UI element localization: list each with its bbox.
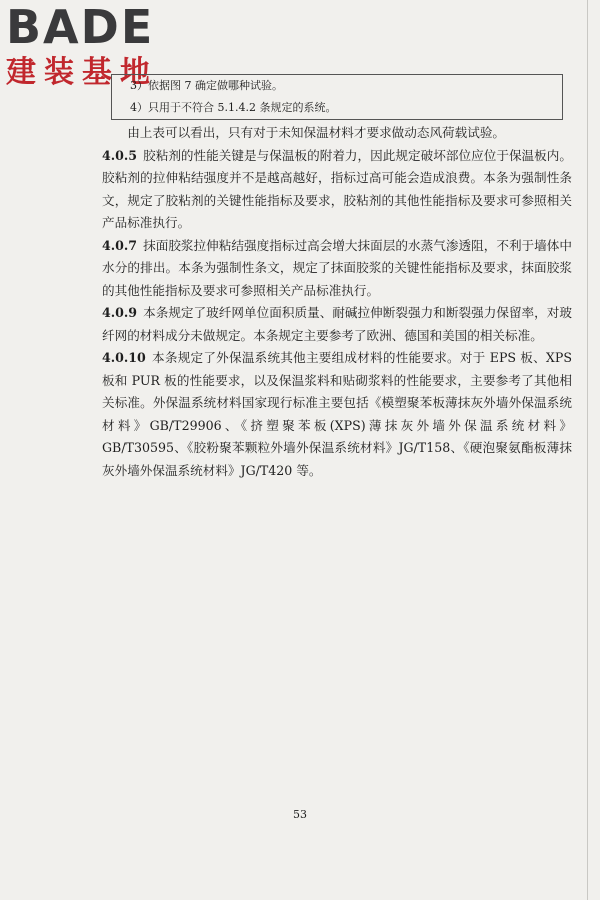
clause-text: 抹面胶浆拉伸粘结强度指标过高会增大抹面层的水蒸气渗透阻，不利于墙体中水分的排出。本条为强制性条文，规定了抹面胶浆的关键性能指标及要求，抹面胶浆的其他性能指标及要求可参照相关产品标准执行。: [102, 237, 572, 298]
clause-text: 本条规定了外保温系统其他主要组成材料的性能要求。对于 EPS 板、XPS 板和 PUR 板的性能要求，以及保温浆料和贴砌浆料的性能要求，主要参考了其他相关标准。外保温系统材料国家现行标准主要包括《模塑聚苯板薄抹灰外墙外保温系统材料》GB/T29906、《挤塑聚苯板(XPS)薄抹灰外墙外保温系统材料》GB/T30595、《胶粉聚苯颗粒外墙外保温系统材料》JG/T158、《硬泡聚氨酯板薄抹灰外墙外保温系统材料》JG/T420 等。: [102, 350, 572, 478]
clause-paragraph: [102, 145, 572, 235]
logo-text-cn: 建装基地: [6, 55, 158, 90]
clause-number: 4.0.5: [102, 147, 138, 163]
intro-paragraph: 由上表可以看出，只有对于未知保温材料才要求做动态风荷载试验。: [127, 125, 505, 140]
table-note-row: 3）依据图 7 确定做哪种试验。: [130, 79, 283, 92]
clause-text: 胶粘剂的性能关键是与保温板的附着力，因此规定破坏部位应位于保温板内。胶粘剂的拉伸粘结强度并不是越高越好，指标过高可能会造成浪费。本条为强制性条文，规定了胶粘剂的关键性能指标及要求，胶粘剂的其他性能指标及要求可参照相关产品标准执行。: [102, 147, 572, 230]
clause-text: 本条规定了玻纤网单位面积质量、耐碱拉伸断裂强力和断裂强力保留率，对玻纤网的材料成分未做规定。本条规定主要参考了欧洲、德国和美国的相关标准。: [102, 305, 572, 343]
clause-paragraph: [102, 235, 572, 303]
binding-edge: [587, 0, 588, 900]
page-number: 53: [293, 808, 307, 821]
table-footnote-box: [111, 74, 563, 120]
body-text: [102, 122, 572, 482]
clause-paragraph: [102, 347, 572, 482]
table-note-row: 4）只用于不符合 5.1.4.2 条规定的系统。: [130, 101, 337, 114]
clause-paragraph: [102, 302, 572, 347]
clause-number: 4.0.7: [102, 237, 138, 253]
clause-number: 4.0.10: [102, 350, 146, 365]
clause-number: 4.0.9: [102, 305, 138, 320]
logo-text-en: BADE: [6, 0, 155, 54]
